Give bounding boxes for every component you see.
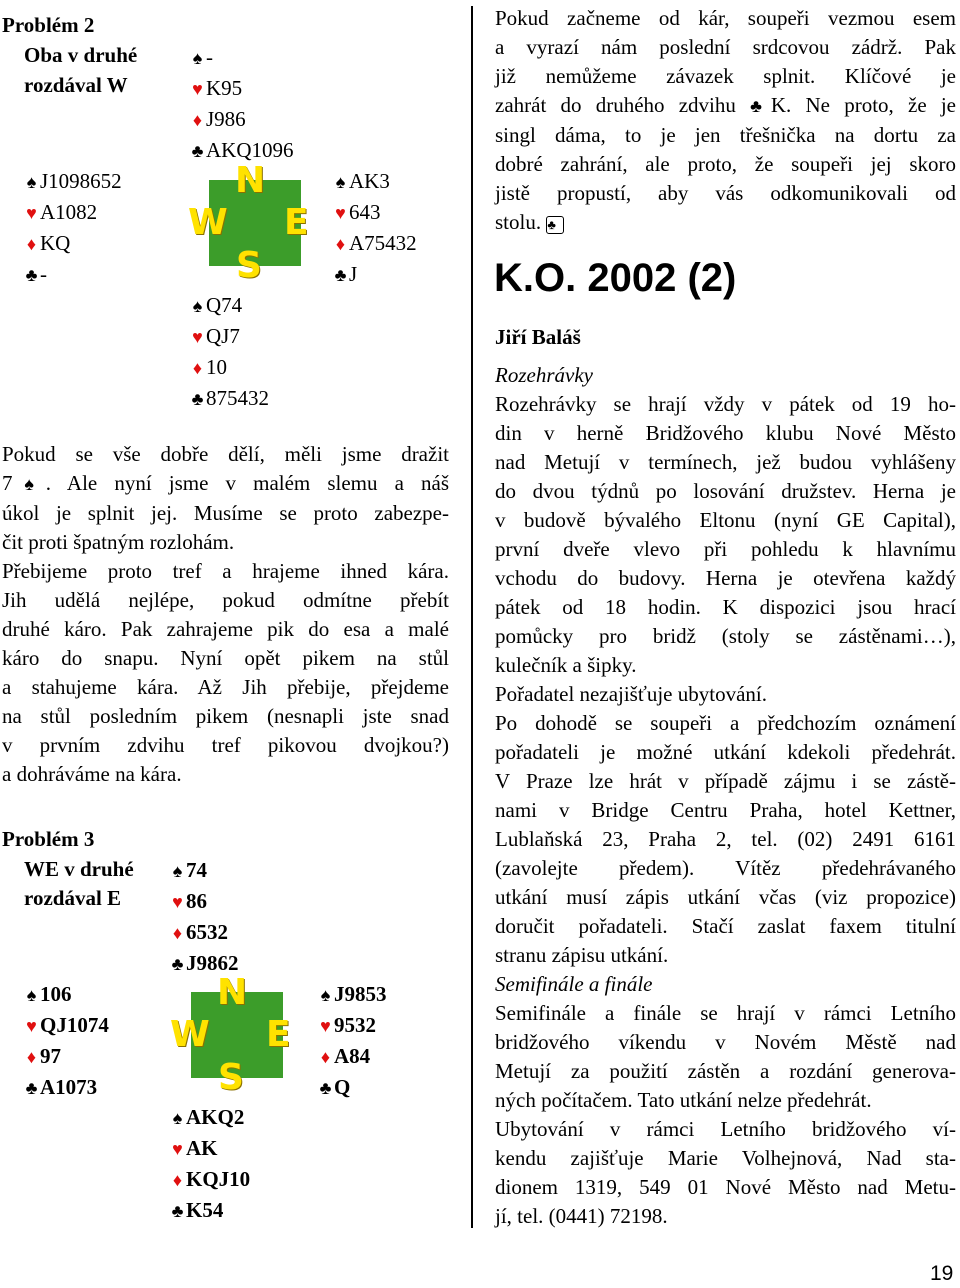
problem3-east-hearts: ♥ 9532 <box>318 1010 376 1041</box>
club-icon: ♣ <box>191 389 204 409</box>
problem3-south-hearts: ♥ AK <box>170 1133 218 1164</box>
problem2-condition-line2: rozdával W <box>24 73 128 97</box>
problem3-north-clubs: ♣ J9862 <box>170 948 239 979</box>
problem3-west-spades: ♠ 106 <box>24 979 72 1010</box>
problem3-south-diamonds: ♦ KQJ10 <box>170 1164 250 1195</box>
text-line: zahrát do druhého zdvihu ♣K. Ne proto, že je <box>495 93 957 117</box>
spade-icon: ♠ <box>192 48 203 68</box>
problem2-south-diamonds: ♦ 10 <box>190 352 227 383</box>
compass-south-label: S <box>236 245 262 286</box>
text-line: Ubytování v rámci Letního bridžového ví- <box>495 1117 956 1141</box>
text-line: pořadateli je možné utkání kdekoli předehrát. <box>495 740 956 764</box>
text-line: pátek od 18 hodin. K dispozici jsou hrací <box>495 595 956 619</box>
problem3-condition-line2: rozdával E <box>24 886 122 910</box>
text-line: Pokud se vše dobře dělí, měli jsme dražit <box>2 442 449 466</box>
problem2-east-clubs: ♣ J <box>333 259 357 290</box>
text-line: ných počítačem. Tato utkání nelze předehrát. <box>495 1088 872 1112</box>
compass-north-label: N <box>235 160 266 201</box>
problem2-north-clubs: ♣ AKQ1096 <box>190 135 294 166</box>
text-line: din v herně Bridžového klubu Nové Město <box>495 421 956 445</box>
problem2-north-hearts: ♥ K95 <box>190 73 242 104</box>
rozehravky-paragraph <box>495 390 956 1231</box>
article-author: Jiří Baláš <box>495 325 581 349</box>
text-line: a vyrazí nám poslední srdcovou zádrž. Pak <box>495 35 956 59</box>
problem3-south-spades: ♠ AKQ2 <box>170 1102 244 1133</box>
diamond-icon: ♦ <box>335 234 346 254</box>
text-line: stolu. ♣ <box>495 208 956 237</box>
club-icon: ♣ <box>25 1078 38 1098</box>
diamond-icon: ♦ <box>26 234 37 254</box>
text-line: Rozehrávky se hrají vždy v pátek od 19 ho- <box>495 392 956 416</box>
spade-icon: ♠ <box>320 985 331 1005</box>
club-icon: ♣ <box>171 1201 184 1221</box>
problem3-condition-line1: WE v druhé <box>24 857 134 881</box>
spade-icon: ♠ <box>172 861 183 881</box>
heart-icon: ♥ <box>335 203 346 223</box>
text-line: úkol je splnit jej. Musíme se proto zabezpe- <box>2 501 449 525</box>
text-line: stranu zápisu utkání. <box>495 943 669 967</box>
problem3-east-diamonds: ♦ A84 <box>318 1041 370 1072</box>
diamond-icon: ♦ <box>320 1047 331 1067</box>
heart-icon: ♥ <box>172 892 183 912</box>
compass-east-label: E <box>266 1014 291 1055</box>
text-line: bridžového víkendu v Novém Městě nad <box>495 1030 956 1054</box>
problem2-north-spades: ♠ - <box>190 42 213 73</box>
diamond-icon: ♦ <box>192 110 203 130</box>
text-line: vchodu do budovy. Herna je otevřena každý <box>495 566 956 590</box>
problem3-title: Problém 3 <box>2 827 95 851</box>
text-line: nad Metují v termínech, jež budou vyhlášeny <box>495 450 956 474</box>
problem2-west-hearts: ♥ A1082 <box>24 197 97 228</box>
problem2-title: Problém 2 <box>2 13 95 37</box>
club-icon: ♣ <box>319 1078 332 1098</box>
text-line: v budově bývalého Eltonu (nyní GE Capital), <box>495 508 956 532</box>
text-line: a stahujeme kára. Až Jih přebije, přejdeme <box>2 675 449 699</box>
problem3-west-diamonds: ♦ 97 <box>24 1041 61 1072</box>
problem2-north-diamonds: ♦ J986 <box>190 104 246 135</box>
problem2-compass <box>188 160 323 286</box>
text-line: doručit pořadateli. Stačí zaslat faxem titulní <box>495 914 956 938</box>
spade-icon: ♠ <box>335 172 346 192</box>
text-line: již nemůžeme závazek splnit. Klíčové je <box>495 64 956 88</box>
diamond-icon: ♦ <box>192 358 203 378</box>
text-line: (zavolejte předem). Vítěz předehrávaného <box>495 856 956 880</box>
club-icon: ♣ <box>171 954 184 974</box>
text-line: Lublaňská 23, Praha 2, tel. (02) 2491 6161 <box>495 827 956 851</box>
page-number: 19 <box>930 1262 954 1285</box>
text-line: Pokud začneme od kár, soupeři vezmou esem <box>495 6 956 30</box>
heart-icon: ♥ <box>26 203 37 223</box>
text-line: káro do snapu. Nyní opět pikem na stůl <box>2 646 449 670</box>
diamond-icon: ♦ <box>172 923 183 943</box>
heart-icon: ♥ <box>192 327 203 347</box>
text-line: Po dohodě se soupeři a předchozím oznámení <box>495 711 956 735</box>
problem3-north-spades: ♠ 74 <box>170 855 207 886</box>
compass-south-label: S <box>218 1057 244 1098</box>
problem2-south-hearts: ♥ QJ7 <box>190 321 240 352</box>
text-line: druhé káro. Pak zahrajeme pik do esa a malé <box>2 617 449 641</box>
text-line: první dveře vlevo při pohledu k hlavnímu <box>495 537 956 561</box>
text-line: 7♠. Ale nyní jsme v malém slemu a náš <box>2 471 450 495</box>
heart-icon: ♥ <box>192 79 203 99</box>
spade-icon: ♠ <box>26 985 37 1005</box>
text-line: jistě propustí, aby vás odkomunikovali od <box>495 181 956 205</box>
column-divider <box>471 6 473 1228</box>
problem3-compass <box>170 972 305 1098</box>
text-line: kulečník a šipky. <box>495 653 637 677</box>
problem3-north-hearts: ♥ 86 <box>170 886 207 917</box>
text-line: dobré zahrání, ale proto, že soupeři jej skoro <box>495 152 956 176</box>
text-line: singl dáma, to je jen třešnička na dortu za <box>495 123 956 147</box>
problem2-west-diamonds: ♦ KQ <box>24 228 70 259</box>
problem2-east-diamonds: ♦ A75432 <box>333 228 417 259</box>
problem3-south-clubs: ♣ K54 <box>170 1195 223 1226</box>
heart-icon: ♥ <box>320 1016 331 1036</box>
problem3-north-diamonds: ♦ 6532 <box>170 917 228 948</box>
text-line: Jih udělá nejlépe, pokud odmítne přebít <box>2 588 449 612</box>
subheading-semifinale: Semifinále a finále <box>495 972 653 996</box>
text-line: na stůl posledním pikem (nesnapli jste snad <box>2 704 449 728</box>
problem2-condition-line1: Oba v druhé <box>24 43 138 67</box>
inline-suit-icon: ♣ <box>750 96 771 116</box>
problem3-west-hearts: ♥ QJ1074 <box>24 1010 109 1041</box>
text-line: v prvním zdvihu tref pikovou dvojkou?) <box>2 733 449 757</box>
text-line: jí, tel. (0441) 72198. <box>495 1204 668 1228</box>
text-line: Metují za použití zástěn a rozdání generova- <box>495 1059 956 1083</box>
problem3-east-clubs: ♣ Q <box>318 1072 350 1103</box>
problem2-south-spades: ♠ Q74 <box>190 290 242 321</box>
section-heading: K.O. 2002 (2) <box>494 256 737 300</box>
club-icon: ♣ <box>334 265 347 285</box>
text-line: dionem 1319, 549 01 Nové Město nad Metu- <box>495 1175 956 1199</box>
problem3-east-spades: ♠ J9853 <box>318 979 387 1010</box>
heart-icon: ♥ <box>26 1016 37 1036</box>
problem3-solution-text <box>495 4 956 237</box>
inline-suit-icon: ♠ <box>12 474 46 494</box>
text-line: Přebijeme proto tref a hrajeme ihned kára. <box>2 559 449 583</box>
problem2-east-hearts: ♥ 643 <box>333 197 381 228</box>
club-icon: ♣ <box>191 141 204 161</box>
text-line: nami v Bridge Centru Praha, hotel Kettner, <box>495 798 956 822</box>
spade-icon: ♠ <box>172 1108 183 1128</box>
text-line: Semifinále a finále se hrají v rámci Letního <box>495 1001 956 1025</box>
club-icon: ♣ <box>25 265 38 285</box>
text-line: kendu zajišťuje Marie Volhejnová, Nad sta- <box>495 1146 956 1170</box>
problem2-text <box>2 440 449 789</box>
problem2-east-spades: ♠ AK3 <box>333 166 390 197</box>
problem2-west-spades: ♠ J1098652 <box>24 166 122 197</box>
text-line: V Praze lze hrát v případě zájmu i se zástě- <box>495 769 956 793</box>
text-line: Pořadatel nezajišťuje ubytování. <box>495 682 767 706</box>
text-line: a dohráváme na kára. <box>2 762 182 786</box>
problem3-west-clubs: ♣ A1073 <box>24 1072 97 1103</box>
diamond-icon: ♦ <box>172 1170 183 1190</box>
problem2-west-clubs: ♣ - <box>24 259 47 290</box>
text-line: pomůcky pro bridž (stoly se zástěnami…), <box>495 624 956 648</box>
compass-north-label: N <box>217 972 248 1013</box>
end-of-article-club-icon: ♣ <box>546 216 564 234</box>
diamond-icon: ♦ <box>26 1047 37 1067</box>
compass-west-label: W <box>188 202 228 243</box>
spade-icon: ♠ <box>26 172 37 192</box>
text-line: čit proti špatným rozlohám. <box>2 530 235 554</box>
spade-icon: ♠ <box>192 296 203 316</box>
text-line: utkání musí zápis utkání včas (viz propozice) <box>495 885 956 909</box>
text-line: do dvou týdnů po losování družstev. Herna je <box>495 479 956 503</box>
heart-icon: ♥ <box>172 1139 183 1159</box>
subheading-rozehravky: Rozehrávky <box>495 363 593 387</box>
problem2-south-clubs: ♣ 875432 <box>190 383 269 414</box>
compass-west-label: W <box>170 1014 210 1055</box>
compass-east-label: E <box>284 202 309 243</box>
